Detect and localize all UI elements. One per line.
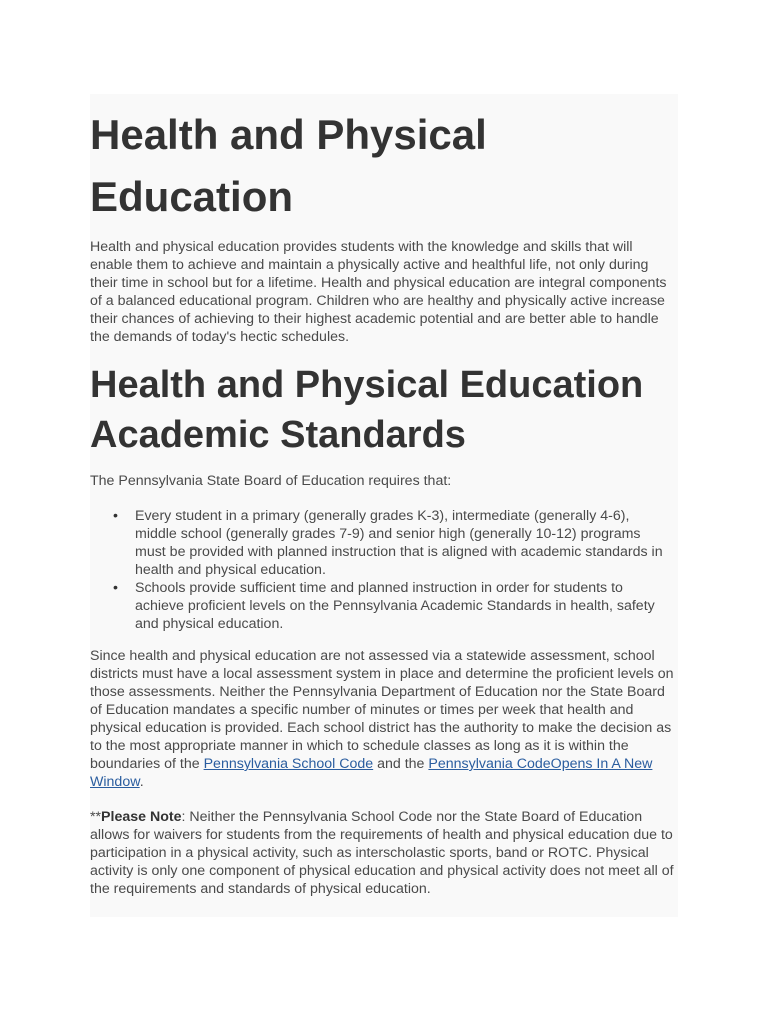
pennsylvania-code-link[interactable]: Pennsylvania CodeOpens In A New Window [90, 756, 653, 790]
assessment-text-end: . [139, 774, 144, 790]
note-label: Please Note [101, 809, 182, 825]
note-text: : Neither the Pennsylvania School Code nor the State Board of Education allows for waivers for students from the requirements of health and physical education due to participation in a physical activity, such as interscholastic sports, band or ROTC. Physical activity is only one component of physical education and physical activity does not meet all of the requirements and standards of physical education. [90, 809, 674, 897]
article-content [90, 94, 678, 898]
list-item: • Schools provide sufficient time and planned instruction in order for students to achieve proficient levels on the Pennsylvania Academic Standards in health, safety and physical education. [135, 579, 675, 633]
note-paragraph [90, 808, 680, 898]
requirements-list [90, 507, 675, 633]
list-item: • Every student in a primary (generally grades K-3), intermediate (generally 4-6), middle school (generally grades 7-9) and senior high (generally 10-12) programs must be provided with planned instruction that is aligned with academic standards in health and physical education. [135, 507, 675, 579]
requires-paragraph: The Pennsylvania State Board of Education requires that: [90, 473, 452, 489]
assessment-text: Since health and physical education are not assessed via a statewide assessment, school districts must have a local assessment system in place and determine the proficient levels on those assessments. Neither the Pennsylvania Department of Education nor the State Board of Education mandates a specific number of minutes or times per week that health and physical education is provided. Each school district has the authority to make the decision as to the most appropriate manner in which to schedule classes as long as it is within the boundaries of the [90, 648, 674, 772]
page-title: Health and Physical Education [90, 111, 487, 220]
pennsylvania-school-code-link[interactable]: Pennsylvania School Code [203, 756, 374, 772]
note-prefix: ** [90, 809, 102, 825]
assessment-text-between: and the [373, 756, 429, 772]
standards-heading: Health and Physical Education Academic Standards [90, 364, 644, 456]
intro-paragraph: Health and physical education provides students with the knowledge and skills that will enable them to achieve and maintain a physically active and healthful life, not only during their time in school but for a lifetime. Health and physical education are integral components of a balanced educational program. Children who are healthy and physically active increase their chances of achieving to their highest academic potential and are better able to handle the demands of today's hectic schedules. [90, 239, 667, 345]
document-page [90, 94, 678, 917]
assessment-paragraph [90, 647, 674, 791]
